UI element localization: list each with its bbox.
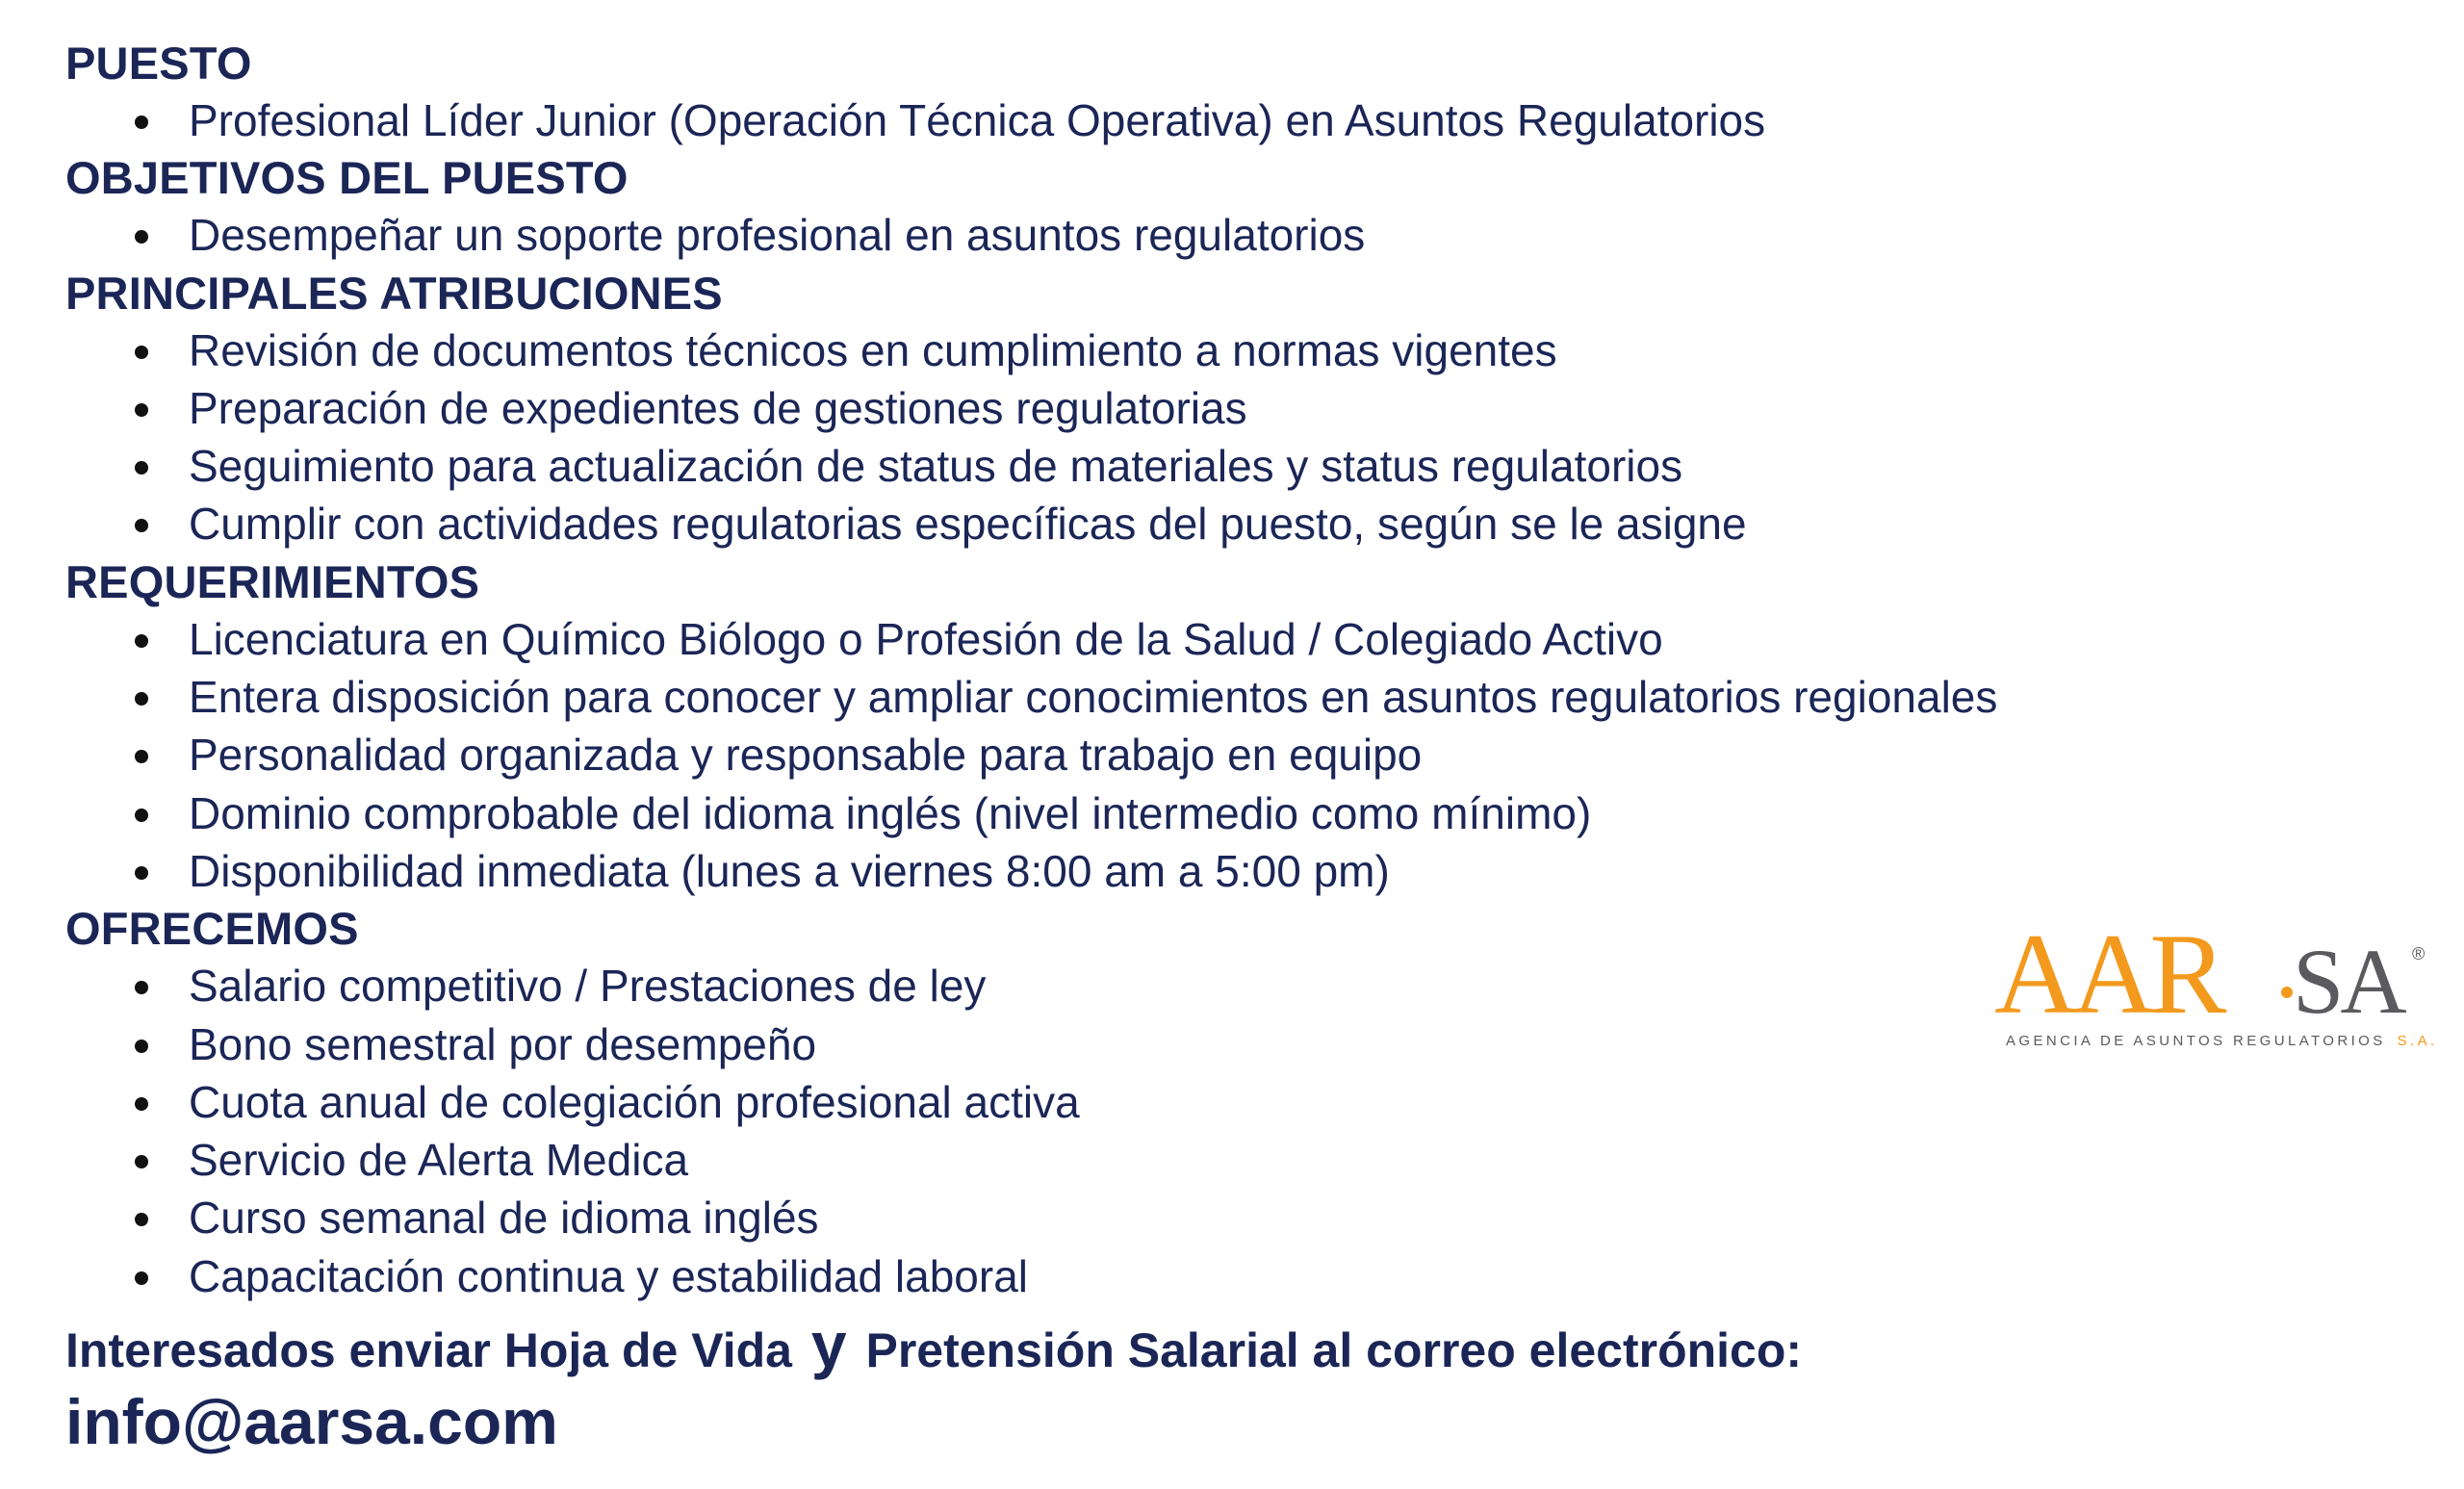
list-item: [65, 321, 2279, 379]
section-puesto: [65, 35, 2279, 149]
list-item: [65, 726, 2279, 783]
bullet-icon: [135, 519, 148, 532]
bullet-icon: [135, 1040, 148, 1053]
item-list: [65, 610, 2279, 900]
company-logo: [1992, 900, 2435, 1054]
list-item: [65, 842, 2279, 900]
item-list: [65, 321, 2279, 553]
bullet-icon: [135, 461, 148, 475]
bullet-icon: [135, 634, 148, 648]
section-objetivos: [65, 149, 2279, 264]
section-ofrecemos: [65, 900, 2279, 1305]
section-title: REQUERIMIENTOS: [65, 555, 480, 607]
list-item: [65, 668, 2279, 726]
section-requerimientos: [65, 553, 2279, 900]
list-item: [65, 1189, 2279, 1246]
list-item-text: Dominio comprobable del idioma inglés (nivel intermedio como mínimo): [189, 787, 1592, 838]
list-item-text: Desempeñar un soporte profesional en asuntos regulatorios: [189, 210, 1366, 261]
bullet-icon: [135, 692, 148, 706]
section-title: PUESTO: [65, 38, 252, 89]
bullet-icon: [135, 750, 148, 763]
list-item: [65, 1073, 2279, 1131]
list-item: [65, 1131, 2279, 1189]
logo-tagline-suffix: S.A.: [2397, 1033, 2435, 1049]
logo-dot: [2281, 987, 2293, 998]
bullet-icon: [135, 809, 148, 822]
bullet-icon: [135, 1097, 148, 1111]
list-item: [65, 1247, 2279, 1305]
contact-email[interactable]: info@aarsa.com: [65, 1386, 558, 1457]
list-item-text: Licenciatura en Químico Biólogo o Profesión de la Salud / Colegiado Activo: [189, 613, 1663, 664]
list-item-text: Disponibilidad inmediata (lunes a viernes 8:00 am a 5:00 pm): [189, 845, 1390, 896]
list-item-text: Cuota anual de colegiación profesional activa: [189, 1076, 1080, 1127]
list-item: [65, 91, 2279, 149]
list-item: [65, 1015, 2279, 1073]
list-item-text: Seguimiento para actualización de status de materiales y status regulatorios: [189, 441, 1683, 492]
section-atribuciones: [65, 265, 2279, 553]
logo-registered-mark: ®: [2412, 944, 2426, 963]
bullet-icon: [135, 981, 148, 994]
list-item-text: Curso semanal de idioma inglés: [189, 1193, 819, 1244]
bullet-icon: [135, 866, 148, 880]
list-item-text: Revisión de documentos técnicos en cumplimiento a normas vigentes: [189, 324, 1557, 375]
section-title: OBJETIVOS DEL PUESTO: [65, 152, 629, 204]
list-item-text: Preparación de expedientes de gestiones regulatorias: [189, 382, 1247, 433]
list-item-text: Bono semestral por desempeño: [189, 1018, 817, 1069]
section-title: OFRECEMOS: [65, 903, 359, 955]
bullet-icon: [135, 403, 148, 417]
contact-text-after: Pretensión Salarial al correo electrónico:: [865, 1323, 1803, 1377]
job-posting: [65, 35, 2279, 1305]
list-item-text: Personalidad organizada y responsable para trabajo en equipo: [189, 730, 1423, 781]
logo-tagline-main: AGENCIA DE ASUNTOS REGULATORIOS: [2006, 1033, 2386, 1049]
list-item: [65, 379, 2279, 437]
list-item-text: Capacitación continua y estabilidad laboral: [189, 1250, 1029, 1301]
bullet-icon: [135, 1213, 148, 1226]
bullet-icon: [135, 1271, 148, 1285]
list-item: [65, 957, 2279, 1014]
list-item: [65, 437, 2279, 495]
list-item-text: Cumplir con actividades regulatorias específicas del puesto, según se le asigne: [189, 499, 1747, 550]
bullet-icon: [135, 346, 148, 359]
item-list: [65, 91, 2279, 149]
list-item: [65, 784, 2279, 842]
bullet-icon: [135, 116, 148, 129]
contact-text-y: y: [810, 1309, 847, 1380]
list-item-text: Entera disposición para conocer y ampliar conocimientos en asuntos regulatorios regionales: [189, 672, 1998, 723]
contact-text-before: Interesados enviar Hoja de Vida: [65, 1323, 792, 1377]
item-list: [65, 957, 2279, 1305]
logo-letters-orange: AAR: [1994, 910, 2221, 1038]
bullet-icon: [135, 1155, 148, 1168]
logo-tagline: [2006, 1033, 2435, 1049]
item-list: [65, 206, 2279, 264]
list-item: [65, 610, 2279, 668]
aarsa-logo-icon: [1992, 900, 2435, 1054]
list-item: [65, 206, 2279, 264]
section-title: PRINCIPALES ATRIBUCIONES: [65, 267, 723, 319]
logo-letters-gray: SA: [2293, 930, 2403, 1033]
list-item-text: Profesional Líder Junior (Operación Técnica Operativa) en Asuntos Regulatorios: [189, 95, 1766, 145]
bullet-icon: [135, 230, 148, 244]
list-item-text: Servicio de Alerta Medica: [189, 1135, 689, 1186]
list-item-text: Salario competitivo / Prestaciones de ley: [189, 961, 987, 1012]
contact-instructions: [65, 1311, 1802, 1384]
list-item: [65, 495, 2279, 552]
